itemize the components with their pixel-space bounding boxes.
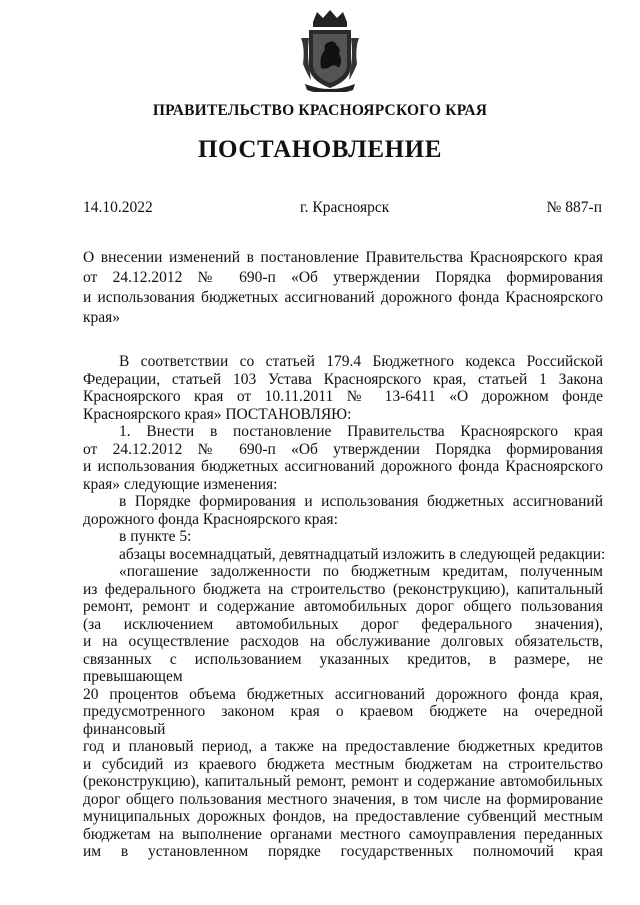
body-line: от 24.12.2012 № 690-п «Об утверждении Порядка формирования xyxy=(83,440,603,458)
body-line: края» следующие изменения: xyxy=(83,475,278,493)
body-line: Красноярского края от 10.11.2011 № 13-6411 «О дорожном фонде xyxy=(83,388,603,405)
body-line: дорожного фонда Красноярского края: xyxy=(83,510,338,528)
subject-line: от 24.12.2012 № 690-п «Об утверждении Порядка формирования xyxy=(83,269,603,286)
body-line: (за исключением автомобильных дорог федерального значения), xyxy=(83,615,603,633)
body-line: Федерации, статьей 103 Устава Красноярского края, статьей 1 Закона xyxy=(83,370,603,388)
body-line: муниципальных дорожных фондов, на предоставление субвенций местным xyxy=(83,808,603,825)
document-type-title: ПОСТАНОВЛЕНИЕ xyxy=(197,136,443,163)
government-name: ПРАВИТЕЛЬСТВО КРАСНОЯРСКОГО КРАЯ xyxy=(152,102,488,119)
body-line: предусмотренного законом края о краевом бюджете на очередной финансовый xyxy=(83,703,603,738)
document-city: г. Красноярск xyxy=(300,199,390,216)
body-line: им в установленном порядке государственных полномочий края xyxy=(83,843,603,860)
body-line: связанных с использованием указанных кредитов, в размере, не превышающем xyxy=(83,650,603,685)
body-line: дорог общего пользования местного значения, в том числе на формирование xyxy=(83,790,603,808)
body-line: Красноярского края» ПОСТАНОВЛЯЮ: xyxy=(83,405,352,423)
body-line: В соответствии со статьей 179.4 Бюджетного кодекса Российской xyxy=(119,353,603,370)
body-line: и субсидий из краевого бюджета местным бюджетам на строительство xyxy=(83,755,603,773)
body-line: ремонт, ремонт и содержание автомобильных дорог общего пользования xyxy=(83,598,603,615)
body-line: бюджетам на выполнение органами местного самоуправления переданных xyxy=(83,825,603,843)
subject-block xyxy=(83,248,603,328)
body-line: 1. Внести в постановление Правительства Красноярского края xyxy=(119,423,603,440)
document-date: 14.10.2022 xyxy=(83,199,153,216)
body-line: и на осуществление расходов на обслуживание долговых обязательств, xyxy=(83,633,603,650)
subject-line: края» xyxy=(83,309,121,326)
document-number: № 887-п xyxy=(546,199,602,216)
coat-of-arms-icon xyxy=(299,8,361,92)
body-line: в Порядке формирования и использования бюджетных ассигнований xyxy=(119,493,603,510)
body-line: абзацы восемнадцатый, девятнадцатый изложить в следующей редакции: xyxy=(119,545,606,563)
body-text xyxy=(83,353,606,861)
body-line: из федерального бюджета на строительство (реконструкцию), капитальный xyxy=(83,580,603,598)
body-line: и использования бюджетных ассигнований дорожного фонда Красноярского xyxy=(83,458,603,475)
body-line: «погашение задолженности по бюджетным кредитам, полученным xyxy=(119,563,603,580)
subject-line: и использования бюджетных ассигнований дорожного фонда Красноярского xyxy=(83,289,603,306)
body-line: 20 процентов объема бюджетных ассигнований дорожного фонда края, xyxy=(83,685,603,703)
subject-line: О внесении изменений в постановление Правительства Красноярского края xyxy=(83,249,603,266)
body-line: год и плановый период, а также на предоставление бюджетных кредитов xyxy=(83,738,603,755)
body-line: (реконструкцию), капитальный ремонт, ремонт и содержание автомобильных xyxy=(83,773,603,790)
body-line: в пункте 5: xyxy=(119,528,192,545)
